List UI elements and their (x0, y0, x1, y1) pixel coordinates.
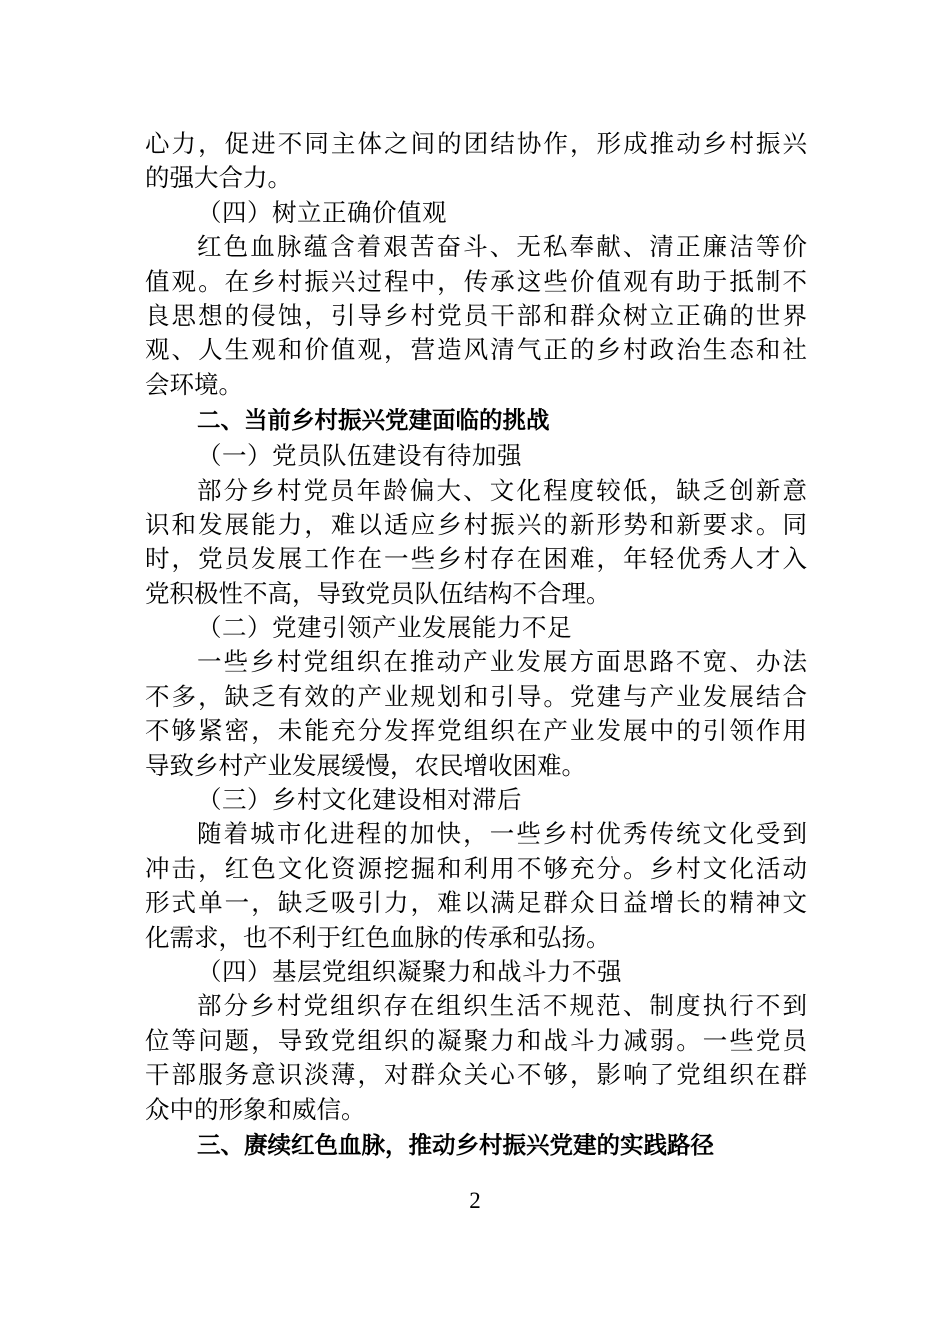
paragraph-line: 随着城市化进程的加快，一些乡村优秀传统文化受到 (197, 819, 807, 849)
paragraph-line: 良思想的侵蚀，引导乡村党员干部和群众树立正确的世界 (145, 300, 807, 330)
paragraph-line: 位等问题，导致党组织的凝聚力和战斗力减弱。一些党员 (145, 1025, 807, 1055)
paragraph-line: 一些乡村党组织在推动产业发展方面思路不宽、办法 (197, 647, 807, 677)
section-heading: 二、当前乡村振兴党建面临的挑战 (197, 406, 550, 435)
subsection-heading: （四）基层党组织凝聚力和战斗力不强 (197, 956, 622, 986)
paragraph-line: 值观。在乡村振兴过程中，传承这些价值观有助于抵制不 (145, 266, 807, 296)
section-heading: 三、赓续红色血脉，推动乡村振兴党建的实践路径 (197, 1130, 714, 1159)
paragraph-line: 部分乡村党组织存在组织生活不规范、制度执行不到 (197, 991, 807, 1021)
paragraph-line: 识和发展能力，难以适应乡村振兴的新形势和新要求。同 (145, 509, 807, 539)
paragraph-line: 干部服务意识淡薄，对群众关心不够，影响了党组织在群 (145, 1060, 807, 1090)
paragraph-line: 不多，缺乏有效的产业规划和引导。党建与产业发展结合 (145, 681, 807, 711)
paragraph-line: 形式单一，缺乏吸引力，难以满足群众日益增长的精神文 (145, 888, 807, 918)
paragraph-line: 导致乡村产业发展缓慢，农民增收困难。 (145, 750, 586, 780)
paragraph-line: 观、人生观和价值观，营造风清气正的乡村政治生态和社 (145, 335, 807, 365)
subsection-heading: （三）乡村文化建设相对滞后 (197, 785, 522, 815)
paragraph-line: 部分乡村党员年龄偏大、文化程度较低，缺乏创新意 (197, 475, 807, 505)
paragraph-line: 心力，促进不同主体之间的团结协作，形成推动乡村振兴 (145, 129, 807, 158)
page-number: 2 (469, 1188, 481, 1213)
document-body (145, 127, 807, 1164)
paragraph-line: 红色血脉蕴含着艰苦奋斗、无私奉献、清正廉洁等价 (197, 232, 807, 262)
paragraph-line: 的强大合力。 (145, 163, 292, 193)
paragraph-line: 会环境。 (145, 369, 243, 399)
subsection-heading: （四）树立正确价值观 (197, 197, 447, 227)
paragraph-line: 冲击，红色文化资源挖掘和利用不够充分。乡村文化活动 (145, 853, 807, 883)
paragraph-line: 时，党员发展工作在一些乡村存在困难，年轻优秀人才入 (145, 544, 807, 574)
paragraph-line: 党积极性不高，导致党员队伍结构不合理。 (145, 578, 611, 608)
paragraph-line: 不够紧密，未能充分发挥党组织在产业发展中的引领作用 (145, 716, 807, 746)
paragraph-line: 众中的形象和威信。 (145, 1094, 366, 1124)
subsection-heading: （一）党员队伍建设有待加强 (197, 441, 522, 471)
subsection-heading: （二）党建引领产业发展能力不足 (197, 613, 572, 643)
paragraph-line: 化需求，也不利于红色血脉的传承和弘扬。 (145, 922, 611, 952)
